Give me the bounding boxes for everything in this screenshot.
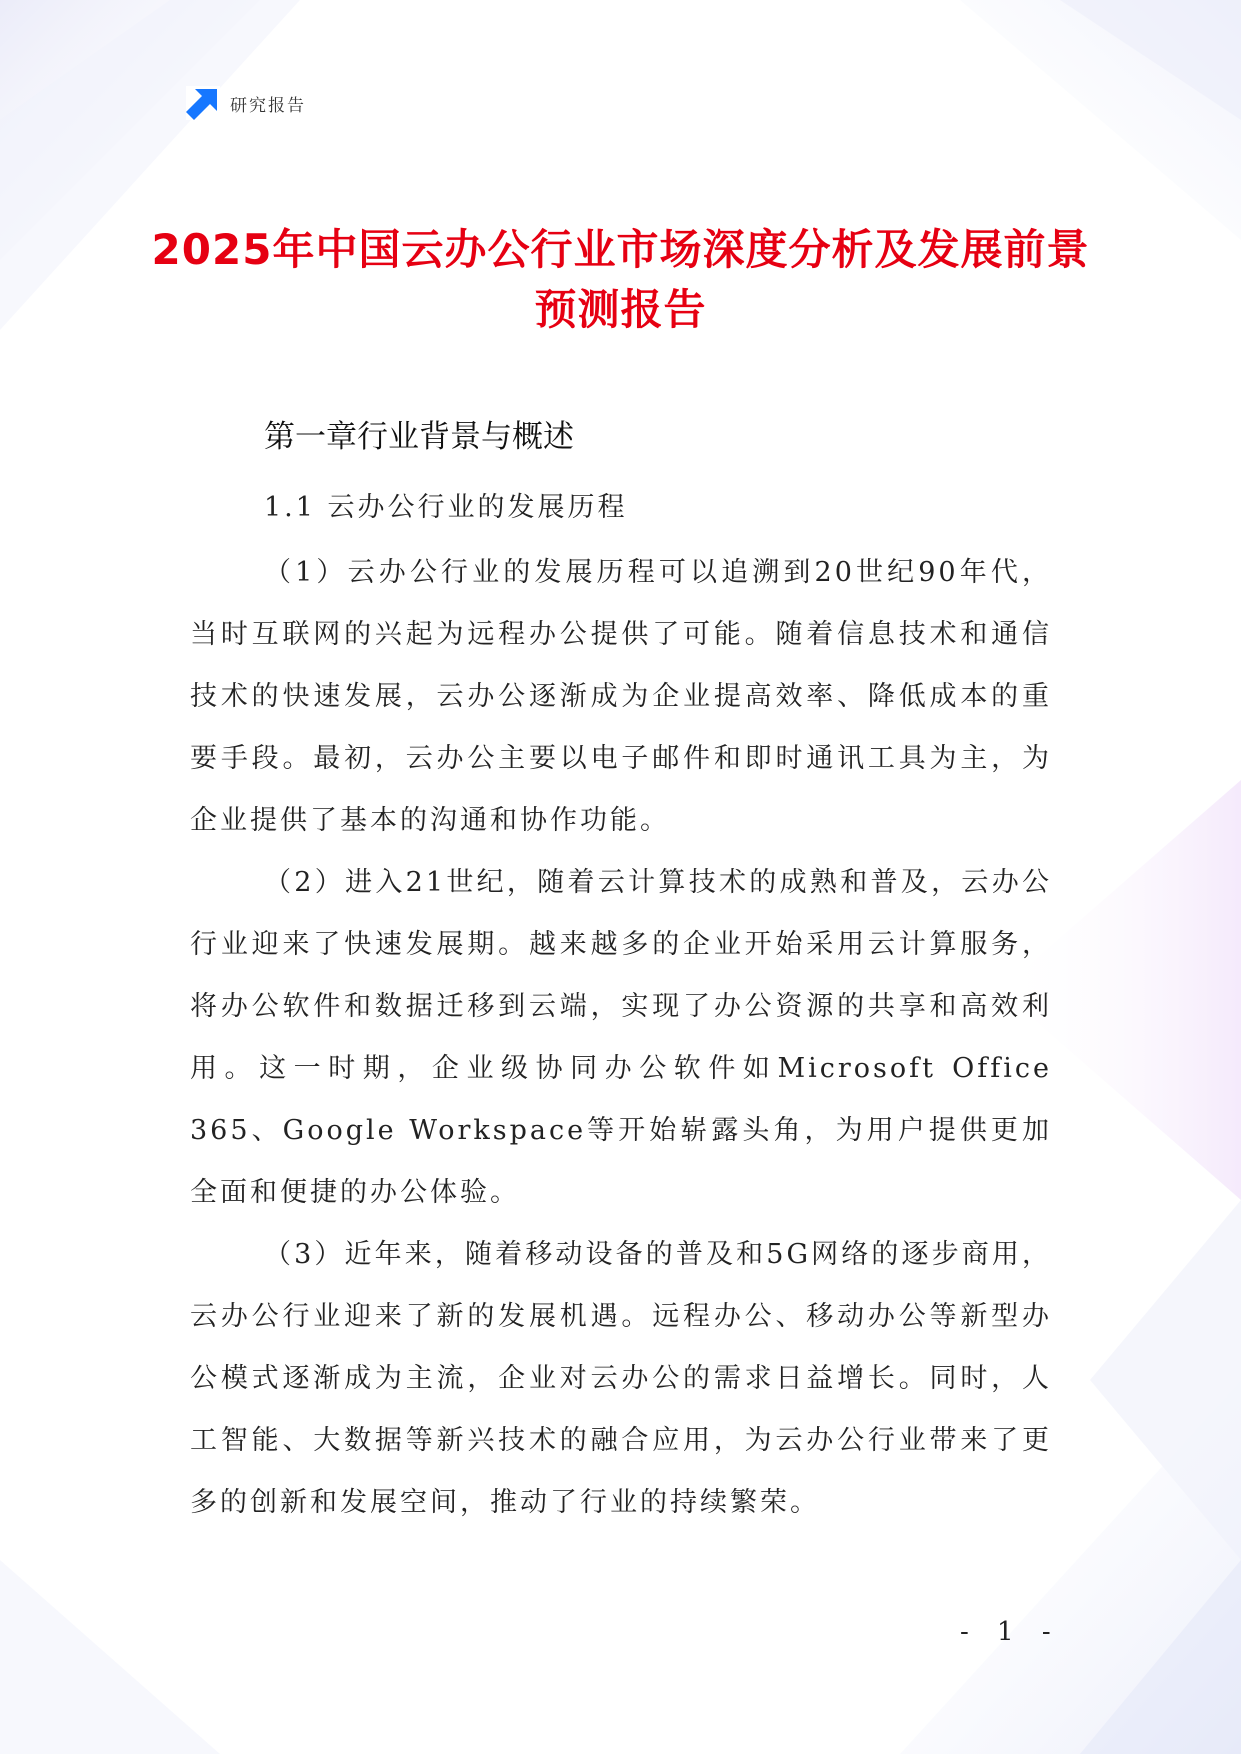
paragraph-1: （1）云办公行业的发展历程可以追溯到20世纪90年代，当时互联网的兴起为远程办公提供了可能。随着信息技术和通信技术的快速发展，云办公逐渐成为企业提高效率、降低成本的重要手段。最初，云办公主要以电子邮件和即时通讯工具为主，为企业提供了基本的沟通和协作功能。 xyxy=(190,557,1052,836)
document-body xyxy=(190,412,1052,1534)
header-label: 研究报告 xyxy=(230,95,306,116)
section-heading: 1.1 云办公行业的发展历程 xyxy=(264,492,628,523)
paragraph-2: （2）进入21世纪，随着云计算技术的成熟和普及，云办公行业迎来了快速发展期。越来越多的企业开始采用云计算服务，将办公软件和数据迁移到云端，实现了办公资源的共享和高效利用。这一时期，企业级协同办公软件如Microsoft Office 365、Google Workspace等开始崭露头角，为用户提供更加全面和便捷的办公体验。 xyxy=(190,867,1052,1208)
chapter-heading: 第一章行业背景与概述 xyxy=(264,419,574,455)
document-title: 2025年中国云办公行业市场深度分析及发展前景预测报告 xyxy=(151,225,1090,334)
paragraph-3: （3）近年来，随着移动设备的普及和5G网络的逐步商用，云办公行业迎来了新的发展机遇。远程办公、移动办公等新型办公模式逐渐成为主流，企业对云办公的需求日益增长。同时，人工智能、大数据等新兴技术的融合应用，为云办公行业带来了更多的创新和发展空间，推动了行业的持续繁荣。 xyxy=(190,1239,1052,1518)
arrow-up-right-icon xyxy=(186,86,220,120)
page-number: - 1 - xyxy=(960,1617,1061,1647)
report-header xyxy=(186,86,306,120)
